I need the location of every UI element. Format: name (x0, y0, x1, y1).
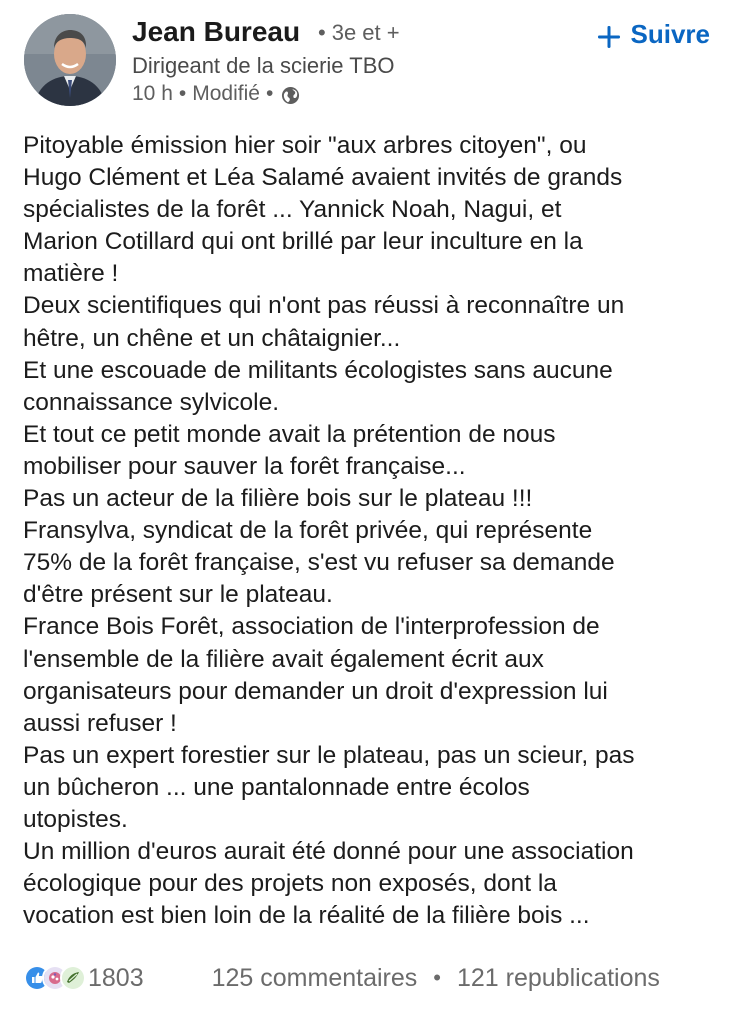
post-text-line: matière ! (23, 260, 119, 288)
post-edited: Modifié (192, 82, 260, 105)
post-text-line: Marion Cotillard qui ont brillé par leur inculture en la (23, 228, 583, 256)
author-name[interactable]: Jean Bureau (132, 16, 301, 47)
plus-icon (597, 22, 621, 46)
meta-separator: • (178, 82, 187, 105)
post-text-line: 75% de la forêt française, s'est vu refuser sa demande (23, 549, 615, 577)
post-text-line: Deux scientifiques qui n'ont pas réussi à reconnaître un (23, 292, 625, 320)
meta-separator: • (265, 82, 274, 105)
post-text-line: vocation est bien loin de la réalité de la filière bois ... (23, 902, 590, 930)
post-text-line: utopistes. (23, 805, 128, 833)
support-icon (60, 965, 86, 991)
post-text-line: hêtre, un chêne et un châtaignier... (23, 324, 401, 352)
reactions-summary[interactable] (24, 964, 144, 993)
follow-label: Suivre (630, 19, 710, 49)
post-text-line: Et tout ce petit monde avait la prétention de nous (23, 420, 556, 448)
comments-count-link[interactable]: 125 commentaires (211, 963, 418, 992)
post-text-line: spécialistes de la forêt ... Yannick Noah, Nagui, et (23, 196, 562, 224)
globe-icon (281, 85, 300, 104)
post-text-line: d'être présent sur le plateau. (23, 581, 333, 609)
post-text-line: aussi refuser ! (23, 709, 177, 737)
post-text-line: Pitoyable émission hier soir "aux arbres citoyen", ou (23, 132, 587, 159)
post-text-line: Un million d'euros aurait été donné pour une association (23, 838, 634, 866)
post-text-line: l'ensemble de la filière avait également écrit aux (23, 645, 544, 673)
post-text-line: mobiliser pour sauver la forêt française... (23, 452, 466, 480)
post-text-line: Fransylva, syndicat de la forêt privée, qui représente (23, 517, 593, 545)
author-avatar[interactable] (24, 14, 116, 106)
post-meta (132, 80, 300, 108)
social-counts-bar (24, 958, 724, 998)
post-text-line: un bûcheron ... une pantalonnade entre écolos (23, 773, 530, 801)
post-text-line: organisateurs pour demander un droit d'expression lui (23, 677, 608, 705)
connection-degree: • 3e et + (318, 20, 400, 45)
post-text-line: France Bois Forêt, association de l'interprofession de (23, 613, 600, 641)
post-time: 10 h (132, 82, 173, 105)
post-text (23, 130, 729, 932)
post-header (0, 0, 734, 120)
post-text-line: connaissance sylvicole. (23, 388, 280, 416)
reposts-count-link[interactable]: 121 republications (456, 963, 660, 992)
author-headline: Dirigeant de la scierie TBO (132, 53, 395, 78)
post-text-line: Et une escouade de militants écologistes sans aucune (23, 356, 613, 384)
reaction-count: 1803 (88, 963, 144, 992)
post-text-line: écologique pour des projets non exposés, dont la (23, 870, 557, 898)
post-text-line: Hugo Clément et Léa Salamé avaient invités de grands (23, 164, 623, 192)
profile-photo (24, 14, 116, 106)
post-text-line: Pas un acteur de la filière bois sur le plateau !!! (23, 485, 533, 513)
connection-degree-label: 3e et + (331, 20, 400, 45)
social-separator: • (433, 965, 441, 990)
post-text-line: Pas un expert forestier sur le plateau, pas un scieur, pas (23, 741, 635, 769)
follow-button[interactable] (597, 16, 711, 52)
